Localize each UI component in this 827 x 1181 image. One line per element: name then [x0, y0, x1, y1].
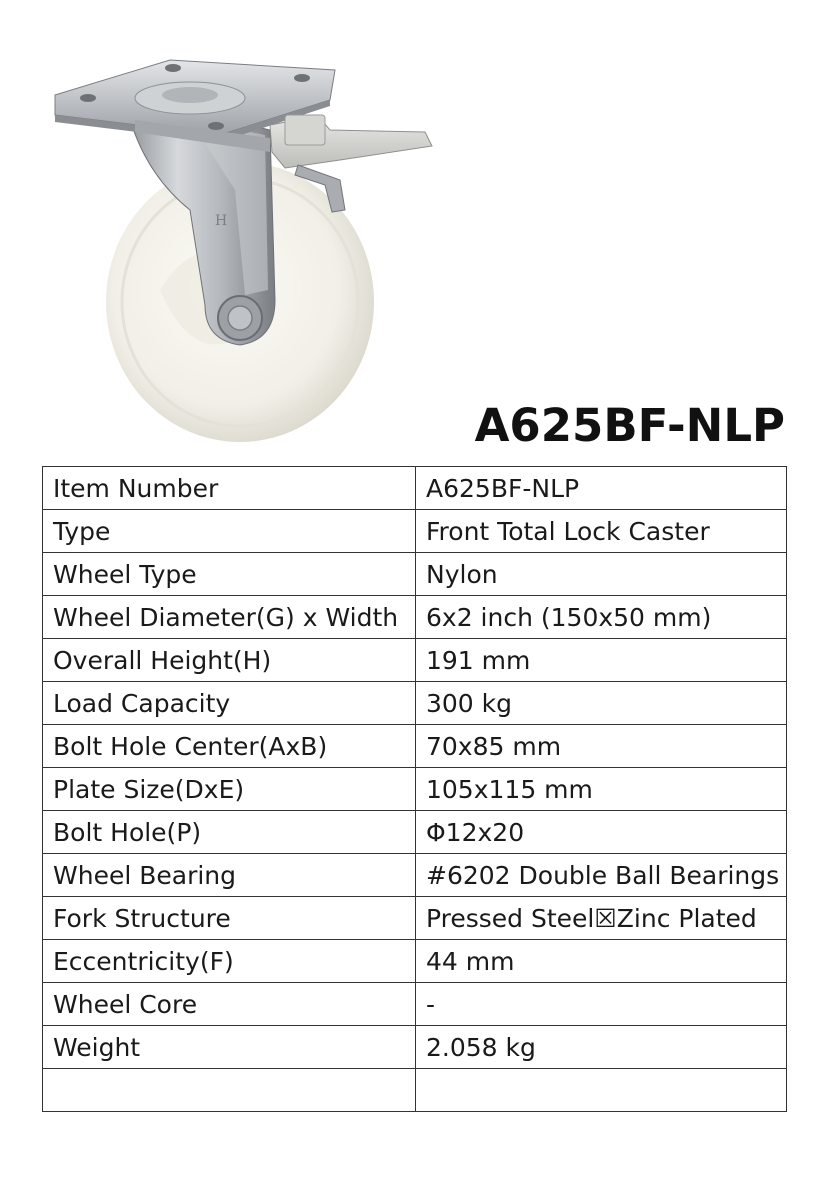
- spec-label: Wheel Bearing: [43, 854, 416, 897]
- table-row: [43, 983, 787, 1026]
- table-row: [43, 811, 787, 854]
- spec-value: A625BF-NLP: [416, 467, 787, 510]
- spec-label: Type: [43, 510, 416, 553]
- spec-label: [43, 1069, 416, 1112]
- spec-value: Front Total Lock Caster: [416, 510, 787, 553]
- table-row: [43, 553, 787, 596]
- spec-label: Bolt Hole Center(AxB): [43, 725, 416, 768]
- spec-value: 6x2 inch (150x50 mm): [416, 596, 787, 639]
- table-row: [43, 897, 787, 940]
- spec-label: Bolt Hole(P): [43, 811, 416, 854]
- table-row: [43, 682, 787, 725]
- spec-label: Wheel Type: [43, 553, 416, 596]
- table-row: [43, 639, 787, 682]
- table-row: [43, 510, 787, 553]
- table-row: [43, 1069, 787, 1112]
- spec-label: Load Capacity: [43, 682, 416, 725]
- spec-label: Item Number: [43, 467, 416, 510]
- svg-text:H: H: [215, 213, 228, 229]
- table-row: [43, 768, 787, 811]
- spec-value: 300 kg: [416, 682, 787, 725]
- spec-label: Overall Height(H): [43, 639, 416, 682]
- spec-value: 105x115 mm: [416, 768, 787, 811]
- spec-value: 191 mm: [416, 639, 787, 682]
- table-row: [43, 1026, 787, 1069]
- spec-label: Fork Structure: [43, 897, 416, 940]
- table-row: [43, 467, 787, 510]
- spec-value: Φ12x20: [416, 811, 787, 854]
- spec-value: 70x85 mm: [416, 725, 787, 768]
- table-row: [43, 725, 787, 768]
- table-row: [43, 854, 787, 897]
- spec-value: 2.058 kg: [416, 1026, 787, 1069]
- table-row: [43, 940, 787, 983]
- caster-wheel-image: [40, 40, 450, 460]
- spec-value: Nylon: [416, 553, 787, 596]
- spec-label: Plate Size(DxE): [43, 768, 416, 811]
- spec-value: -: [416, 983, 787, 1026]
- spec-value: #6202 Double Ball Bearings: [416, 854, 787, 897]
- spec-label: Wheel Diameter(G) x Width: [43, 596, 416, 639]
- spec-value: 44 mm: [416, 940, 787, 983]
- spec-label: Eccentricity(F): [43, 940, 416, 983]
- spec-table: [42, 466, 787, 1112]
- spec-label: Weight: [43, 1026, 416, 1069]
- table-row: [43, 596, 787, 639]
- product-title: A625BF-NLP: [474, 399, 785, 452]
- spec-label: Wheel Core: [43, 983, 416, 1026]
- spec-value: Pressed Steel☒Zinc Plated: [416, 897, 787, 940]
- spec-value: [416, 1069, 787, 1112]
